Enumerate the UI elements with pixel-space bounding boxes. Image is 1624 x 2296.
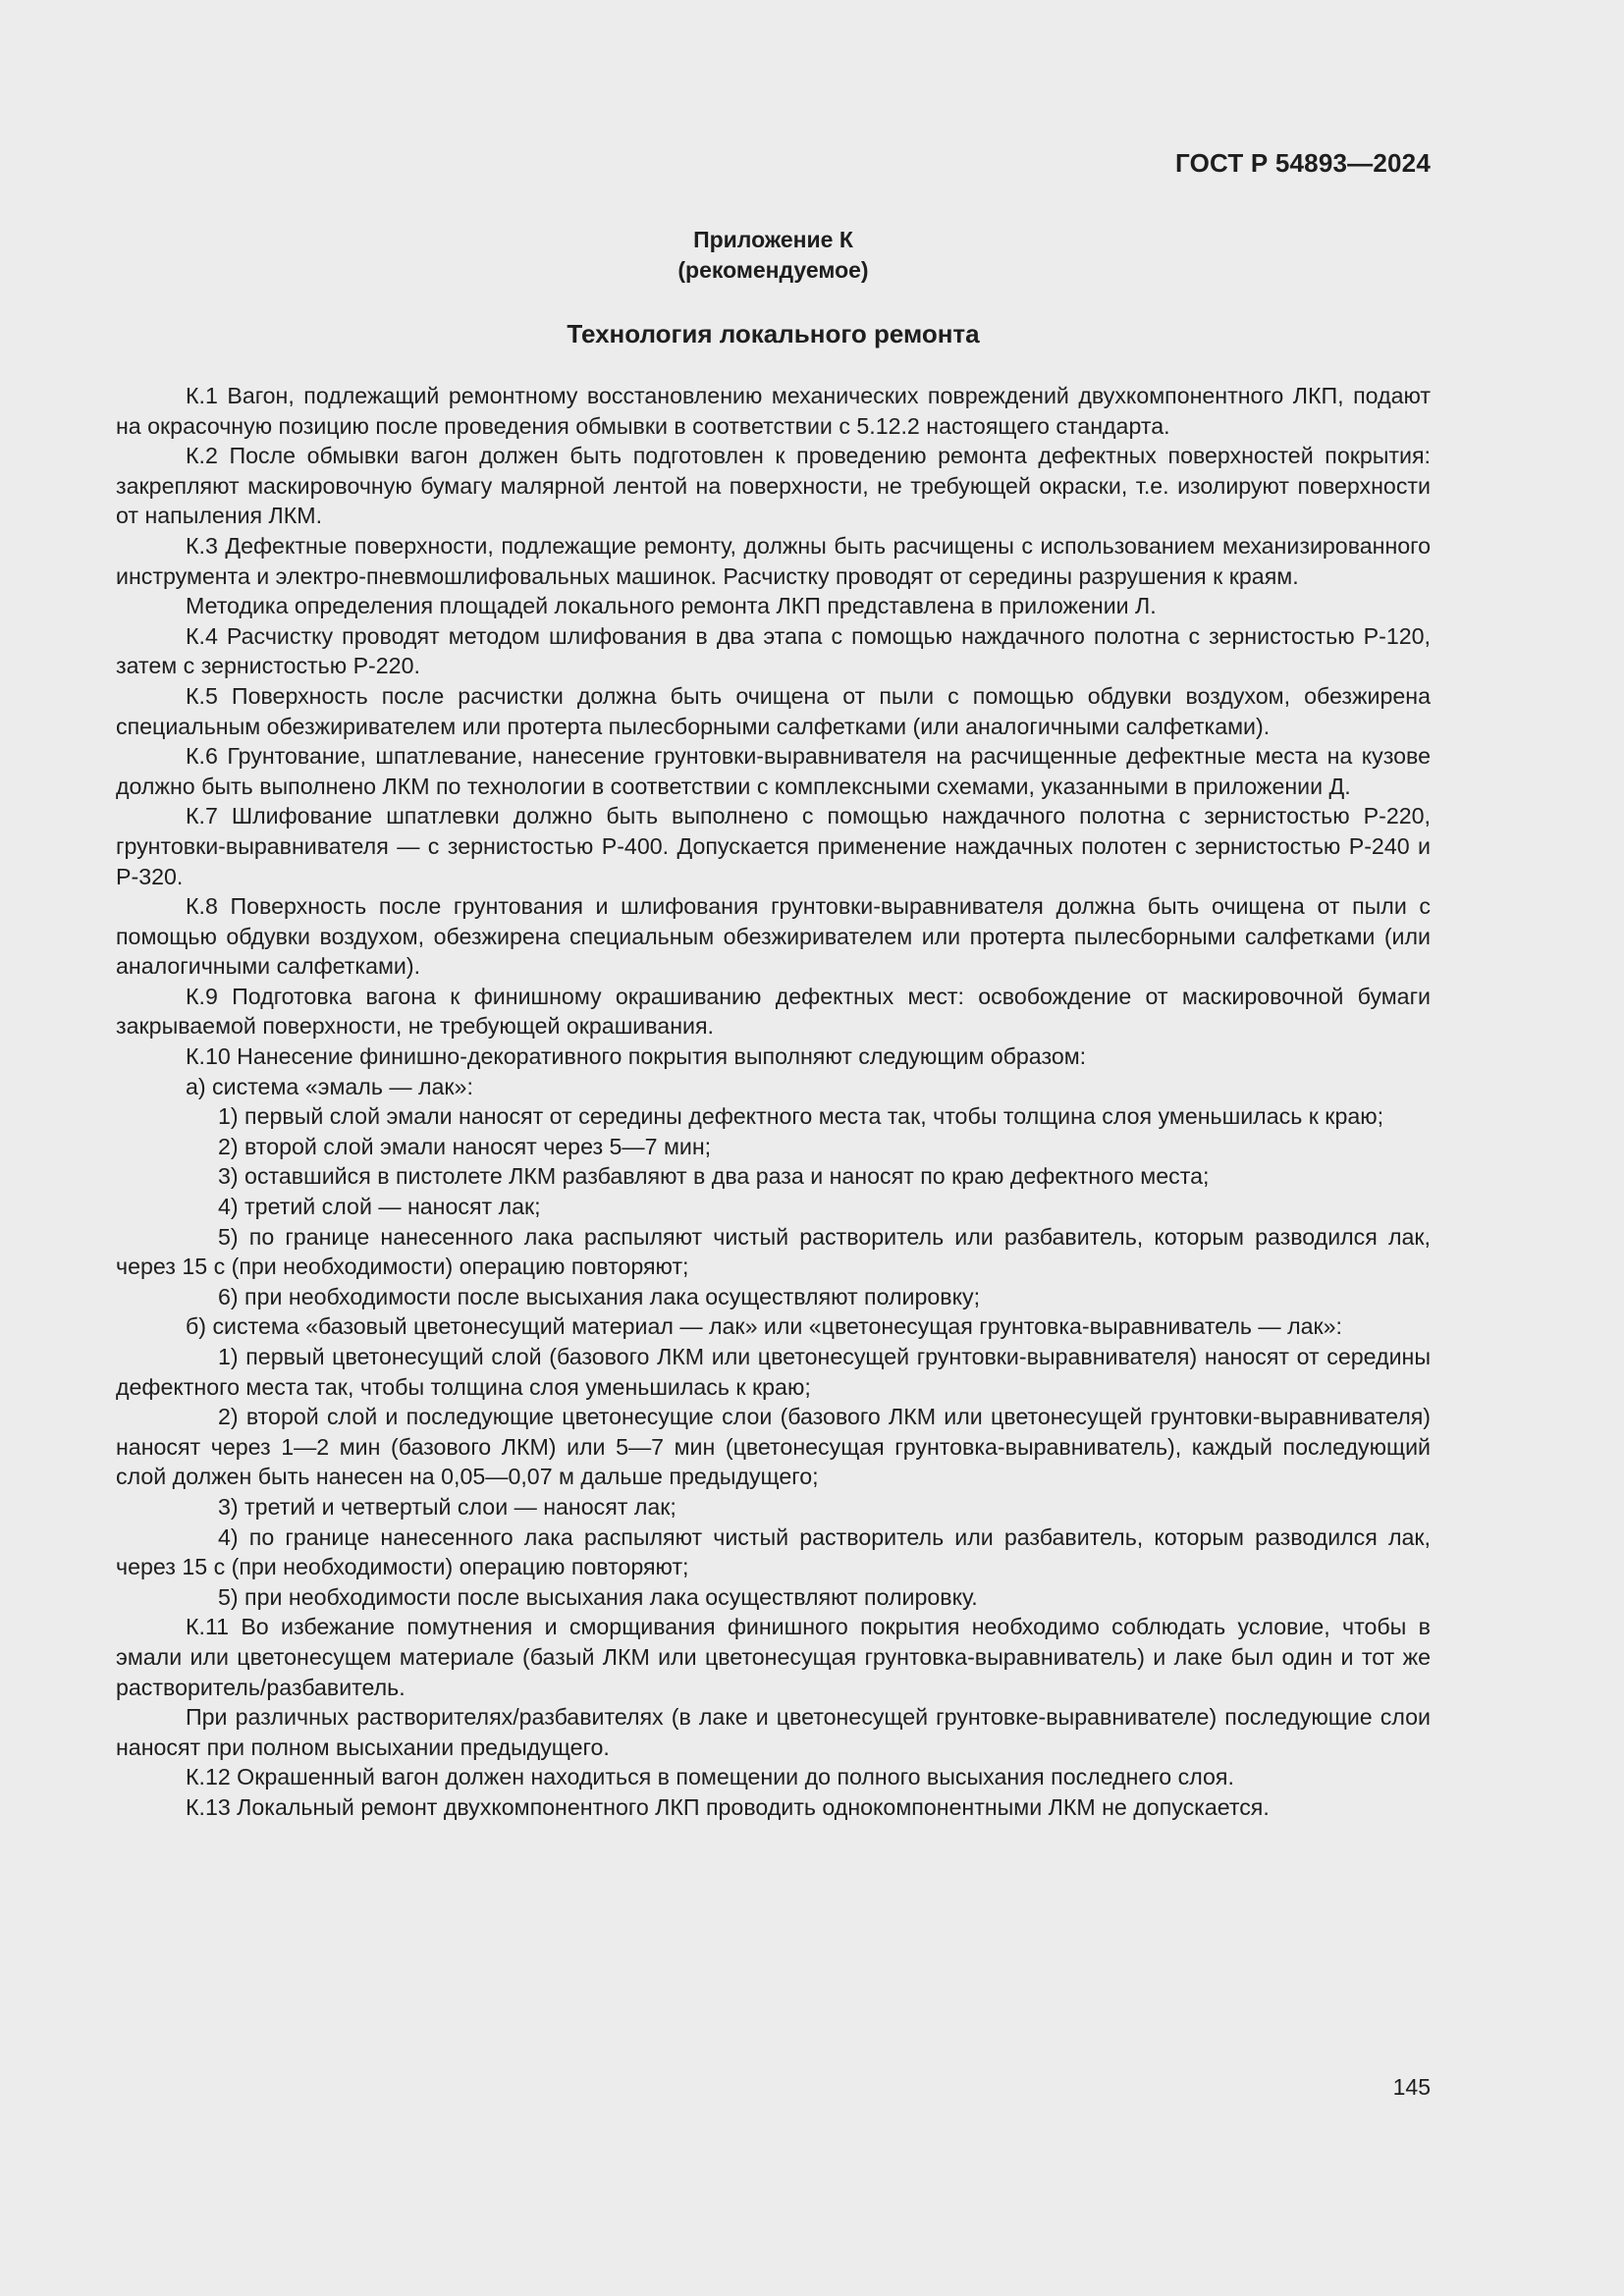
paragraph-k12: К.12 Окрашенный вагон должен находиться в помещении до полного высыхания последнего слоя. <box>186 1764 1234 1790</box>
list-b-item: 2) второй слой и последующие цветонесущие слои (базового ЛКМ или цветонесущей грунтовки-выравнивателя) наносят через 1—2 мин (базового ЛКМ) или 5—7 мин (цветонесущая грунтовка-выравниватель), каждый последующий слой должен быть нанесен на 0,05—0,07 м дальше предыдущего; <box>116 1404 1431 1490</box>
paragraph-k2: К.2 После обмывки вагон должен быть подготовлен к проведению ремонта дефектных поверхностей покрытия: закрепляют маскировочную бумагу малярной лентой на поверхности, не требующей окраски, т.е. изолируют поверхности от напыления ЛКМ. <box>116 443 1431 529</box>
paragraph-k5: К.5 Поверхность после расчистки должна быть очищена от пыли с помощью обдувки воздухом, обезжирена специальным обезжиривателем или протерта пылесборными салфетками (или аналогичными салфетками). <box>116 682 1431 739</box>
paragraph-k11: К.11 Во избежание помутнения и сморщивания финишного покрытия необходимо соблюдать условие, чтобы в эмали или цветонесущем материале (базый ЛКМ или цветонесущая грунтовка-выравниватель) и лаке был один и тот же растворитель/разбавитель. <box>116 1614 1431 1700</box>
list-a-item: 4) третий слой — наносят лак; <box>218 1194 541 1220</box>
list-a-item: 2) второй слой эмали наносят через 5—7 мин; <box>218 1133 712 1159</box>
list-a-item: 6) при необходимости после высыхания лака осуществляют полировку; <box>218 1283 981 1309</box>
paragraph-k1: К.1 Вагон, подлежащий ремонтному восстановлению механических повреждений двухкомпонентного ЛКП, подают на окрасочную позицию после проведения обмывки в соответствии с 5.12.2 настоящего стандарта. <box>116 383 1431 439</box>
paragraph-k3: К.3 Дефектные поверхности, подлежащие ремонту, должны быть расчищены с использованием механизированного инструмента и электро-пневмошлифовальных машинок. Расчистку проводят от середины разрушения к краям. <box>116 532 1431 589</box>
paragraph-k8: К.8 Поверхность после грунтования и шлифования грунтовки-выравнивателя должна быть очищена от пыли с помощью обдувки воздухом, обезжирена специальным обезжиривателем или протерта пылесборными салфетками (или аналогичными салфетками). <box>116 893 1431 980</box>
list-b-label: б) система «базовый цветонесущий материал — лак» или «цветонесущая грунтовка-выравниватель — лак»: <box>186 1313 1342 1340</box>
paragraph-k4: К.4 Расчистку проводят методом шлифования в два этапа с помощью наждачного полотна с зернистостью Р-120, затем с зернистостью Р-220. <box>116 622 1431 679</box>
page-number: 145 <box>1392 2074 1431 2100</box>
list-a-label: а) система «эмаль — лак»: <box>186 1073 473 1099</box>
list-a-item: 1) первый слой эмали наносят от середины дефектного места так, чтобы толщина слоя уменьшилась к краю; <box>218 1103 1384 1130</box>
appendix-heading <box>116 225 1431 286</box>
appendix-title: Технология локального ремонта <box>567 319 980 348</box>
paragraph-k13: К.13 Локальный ремонт двухкомпонентного ЛКП проводить однокомпонентными ЛКМ не допускается. <box>186 1793 1270 1820</box>
list-b-item: 5) при необходимости после высыхания лака осуществляют полировку. <box>218 1583 978 1610</box>
list-a-item: 5) по границе нанесенного лака распыляют чистый растворитель или разбавитель, которым разводился лак, через 15 с (при необходимости) операцию повторяют; <box>116 1223 1431 1280</box>
paragraph-k10: К.10 Нанесение финишно-декоративного покрытия выполняют следующим образом: <box>186 1043 1087 1070</box>
list-b-item: 4) по границе нанесенного лака распыляют чистый растворитель или разбавитель, которым разводился лак, через 15 с (при необходимости) операцию повторяют; <box>116 1523 1431 1580</box>
paragraph-k6: К.6 Грунтование, шпатлевание, нанесение грунтовки-выравнивателя на расчищенные дефектные места на кузове должно быть выполнено ЛКМ по технологии в соответствии с комплексными схемами, указанными в приложении Д. <box>116 743 1431 799</box>
paragraph-k7: К.7 Шлифование шпатлевки должно быть выполнено с помощью наждачного полотна с зернистостью Р-220, грунтовки-выравнивателя — с зернистостью Р-400. Допускается применение наждачных полотен с зернистостью Р-240 и Р-320. <box>116 803 1431 889</box>
list-b-item: 1) первый цветонесущий слой (базового ЛКМ или цветонесущей грунтовки-выравнивателя) наносят от середины дефектного места так, чтобы толщина слоя уменьшилась к краю; <box>116 1344 1431 1400</box>
list-a-item: 3) оставшийся в пистолете ЛКМ разбавляют в два раза и наносят по краю дефектного места; <box>218 1163 1210 1190</box>
list-b-item: 3) третий и четвертый слои — наносят лак; <box>218 1493 677 1520</box>
appendix-label: Приложение К <box>693 227 853 252</box>
paragraph-solvents-note: При различных растворителях/разбавителях (в лаке и цветонесущей грунтовке-выравнивателе) последующие слои наносят при полном высыхании предыдущего. <box>116 1704 1431 1760</box>
paragraph-k9: К.9 Подготовка вагона к финишному окрашиванию дефектных мест: освобождение от маскировочной бумаги закрываемой поверхности, не требующей окрашивания. <box>116 983 1431 1040</box>
document-code: ГОСТ Р 54893—2024 <box>1175 148 1431 178</box>
appendix-status: (рекомендуемое) <box>677 257 869 283</box>
document-page <box>116 0 1431 2296</box>
document-body <box>116 381 1431 1823</box>
paragraph-methodology-note: Методика определения площадей локального ремонта ЛКП представлена в приложении Л. <box>186 593 1157 619</box>
